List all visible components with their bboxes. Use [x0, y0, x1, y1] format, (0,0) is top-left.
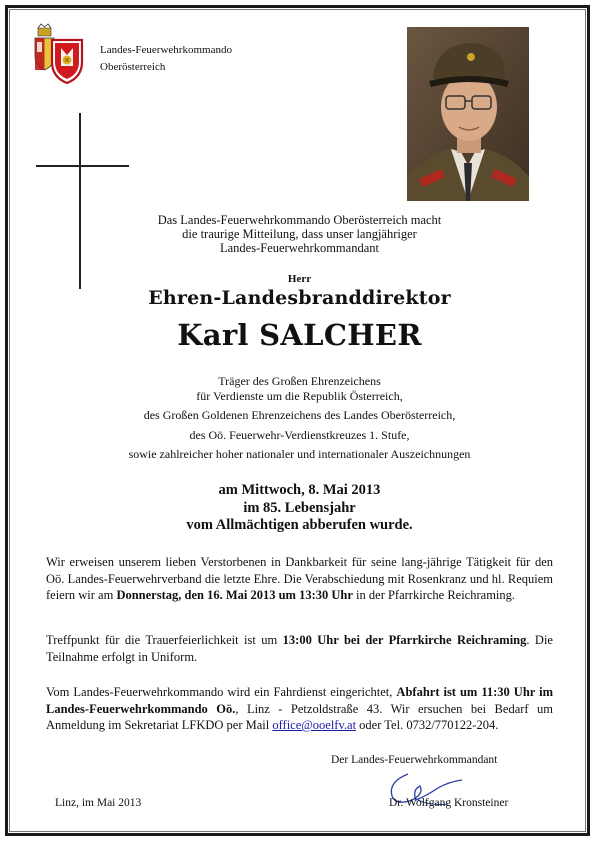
portrait-photo — [407, 27, 529, 201]
honors-list — [0, 372, 599, 465]
meeting-paragraph — [46, 632, 553, 665]
honor-line: des Großen Goldenen Ehrenzeichens des Landes Oberösterreich, — [143, 408, 456, 422]
death-phrase: vom Allmächtigen abberufen wurde. — [186, 517, 413, 533]
cross-horizontal — [36, 165, 129, 167]
deceased-name: Karl SALCHER — [177, 318, 422, 352]
death-date: am Mittwoch, 8. Mai 2013 — [218, 482, 381, 498]
email-link[interactable]: office@ooelfv.at — [272, 718, 357, 732]
paragraph-text: oder Tel. 0732/770122-204. — [356, 718, 499, 732]
cross-vertical — [79, 113, 81, 289]
coat-of-arms-logo — [34, 22, 84, 84]
intro-line-2: die traurige Mitteilung, dass unser langjähriger — [182, 227, 417, 241]
honor-line: sowie zahlreicher hoher nationaler und internationaler Auszeichnungen — [128, 447, 471, 461]
rank-title: Ehren-Landesbranddirektor — [148, 287, 451, 309]
organization-name — [100, 42, 232, 76]
funeral-paragraph — [46, 554, 553, 604]
closing-title: Der Landes-Feuerwehrkommandant — [331, 754, 498, 766]
intro-text — [0, 213, 599, 255]
intro-line-3: Landes-Feuerwehrkommandant — [220, 241, 379, 255]
honor-line: Träger des Großen Ehrenzeichens — [218, 374, 381, 388]
org-line-1: Landes-Feuerwehrkommando — [100, 44, 232, 56]
place-date: Linz, im Mai 2013 — [55, 797, 142, 809]
paragraph-text: Treffpunkt für die Trauerfeierlichkeit ist um — [46, 633, 283, 647]
meeting-time-place: 13:00 Uhr bei der Pfarrkirche Reichraming — [282, 633, 527, 647]
death-notice — [0, 482, 599, 535]
signer-name: Dr. Wolfgang Kronsteiner — [389, 797, 509, 809]
paragraph-text: in der Pfarrkirche Reichraming. — [352, 588, 516, 602]
intro-line-1: Das Landes-Feuerwehrkommando Oberösterreich macht — [157, 213, 442, 227]
funeral-datetime: Donnerstag, den 16. Mai 2013 um 13:30 Uhr — [116, 588, 353, 602]
departure-info: Abfahrt ist um 11:30 Uhr im Landes-Feuerwehrkommando Oö. — [46, 685, 553, 716]
honor-line: für Verdienste um die Republik Österreich, — [196, 388, 403, 403]
paragraph-text: Vom Landes-Feuerwehrkommando wird ein Fahrdienst eingerichtet, — [46, 685, 397, 699]
paragraph-text: Wir erweisen unserem lieben Verstorbenen in Dankbarkeit für seine lang-jährige Tätigkeit für den Oö. Landes-Feuerwehrverband die letzte Ehre. Die Verabschiedung mit Rosenkranz und hl. Requiem feiern wir am — [46, 555, 553, 602]
transport-paragraph — [46, 684, 553, 734]
death-age: im 85. Lebensjahr — [243, 499, 356, 516]
honor-line: des Oö. Feuerwehr-Verdienstkreuzes 1. Stufe, — [189, 427, 410, 442]
paragraph-text: . Die Teilnahme erfolgt in Uniform. — [46, 633, 553, 664]
org-line-2: Oberösterreich — [100, 61, 166, 73]
salutation: Herr — [287, 273, 312, 285]
paragraph-text: , Linz - Petzoldstraße 43. Wir ersuchen bei Bedarf um Anmeldung im Sekretariat LFKDO per Mail — [46, 701, 553, 732]
